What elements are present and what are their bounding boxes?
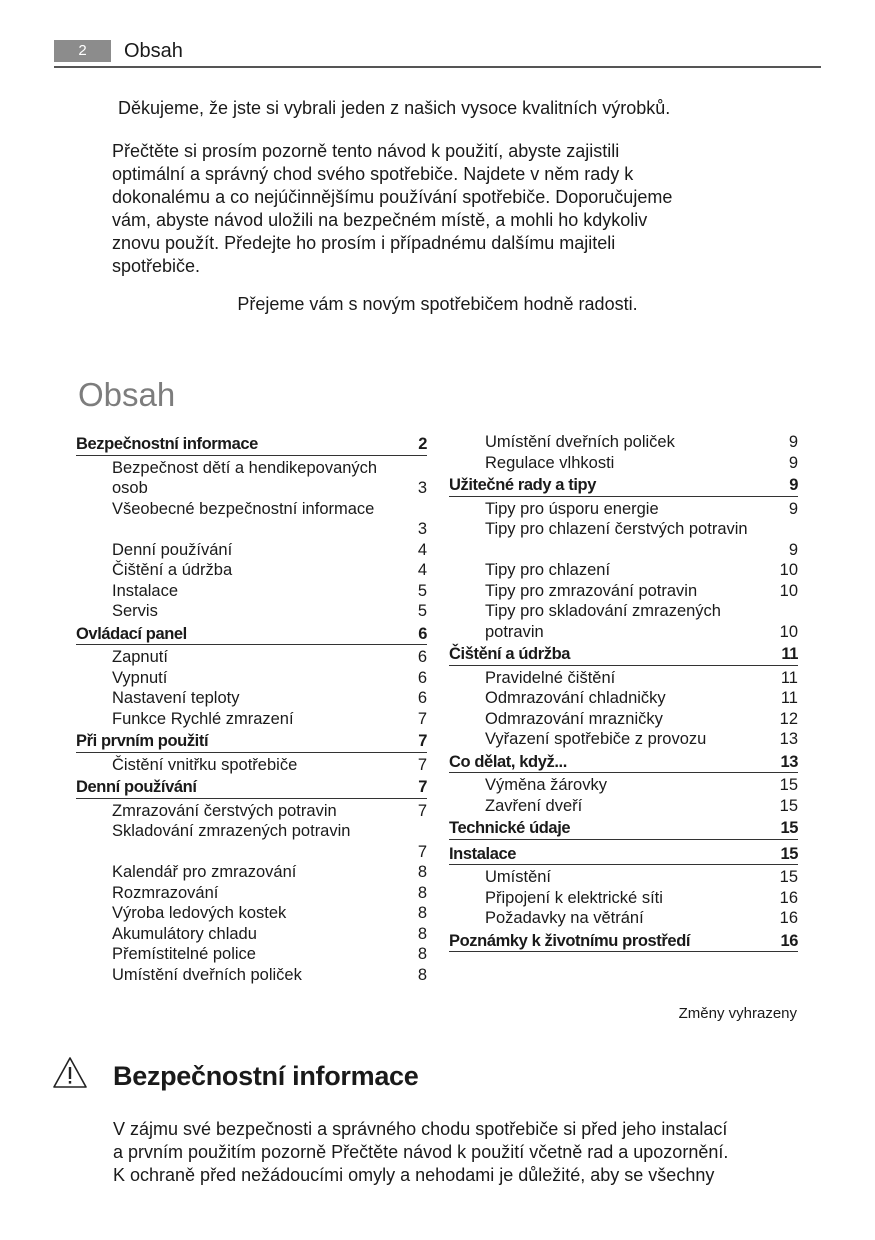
toc-section[interactable]: [76, 775, 427, 799]
toc-entry-page: 3: [417, 479, 427, 497]
intro-line: dokonalému a co nejúčinnějšímu používání spotřebiče. Doporučujeme: [112, 187, 673, 207]
toc-section[interactable]: [76, 432, 427, 456]
toc-entry-page: 15: [779, 776, 798, 794]
toc-entry-page: 7: [417, 755, 427, 774]
toc-section[interactable]: [76, 729, 427, 753]
page-header: [54, 38, 821, 68]
toc-entry-title: Rozmrazování: [112, 883, 219, 902]
toc-entry[interactable]: [76, 883, 427, 904]
intro-line: vám, abyste návod uložili na bezpečném místě, a mohli ho kdykoliv: [112, 210, 648, 230]
toc-entry-page: 15: [780, 819, 798, 837]
toc-entry-title: Pravidelné čištění: [485, 668, 616, 687]
safety-title: Bezpečnostní informace: [113, 1061, 419, 1091]
toc-entry-title: Bezpečnost dětí a hendikepovaných osob: [112, 458, 378, 497]
toc-entry[interactable]: [449, 581, 798, 602]
toc-entry[interactable]: [449, 453, 798, 474]
toc-entry-page: 6: [417, 648, 427, 666]
toc-entry[interactable]: [449, 560, 798, 581]
intro-thanks-text: Děkujeme, že jste si vybrali jeden z našich vysoce kvalitních výrobků.: [118, 98, 671, 118]
toc-entry-page: 9: [789, 476, 798, 494]
toc-entry-title: Tipy pro chlazení: [485, 561, 611, 579]
toc-entry[interactable]: [76, 801, 427, 822]
toc-entry-title: Poznámky k životnímu prostředí: [449, 931, 691, 950]
toc-entry[interactable]: [76, 944, 427, 965]
toc-entry[interactable]: [76, 709, 427, 730]
toc-entry-page: 15: [779, 796, 798, 815]
toc-entry[interactable]: [449, 888, 798, 909]
toc-entry-title: Výroba ledových kostek: [112, 904, 287, 922]
toc-entry-title: Připojení k elektrické síti: [485, 888, 663, 907]
toc-entry-title: Požadavky na větrání: [485, 909, 644, 927]
toc-section[interactable]: [449, 750, 798, 774]
toc-entry-page: 5: [417, 581, 427, 600]
toc-entry[interactable]: [449, 908, 798, 929]
toc-entry-page: 7: [417, 842, 427, 861]
toc-entry[interactable]: [76, 862, 427, 883]
toc-entry[interactable]: [76, 821, 427, 862]
intro-line: spotřebiče.: [112, 256, 201, 276]
toc-entry[interactable]: [449, 432, 798, 453]
toc-entry[interactable]: [76, 688, 427, 709]
toc-entry-title: Tipy pro zmrazování potravin: [485, 581, 698, 600]
toc-entry-page: 7: [417, 709, 427, 728]
toc-entry[interactable]: [76, 668, 427, 689]
intro-thanks: [118, 97, 808, 120]
toc-entry-page: 12: [779, 709, 798, 728]
toc-entry-page: 4: [417, 540, 427, 559]
toc-entry-title: Instalace: [449, 844, 517, 863]
safety-line: a prvním použitím pozorně Přečtěte návod k použití včetně rad a upozornění.: [113, 1142, 729, 1162]
toc-entry[interactable]: [449, 729, 798, 750]
toc-entry-title: Tipy pro chlazení čerstvých potravin: [485, 520, 748, 538]
toc-entry-page: 5: [417, 602, 427, 620]
toc-entry-title: Užitečné rady a tipy: [449, 476, 596, 494]
toc-entry-page: 10: [779, 581, 798, 600]
toc-entry-page: 9: [788, 499, 798, 518]
toc-entry-page: 2: [418, 435, 427, 453]
toc-entry-page: 16: [779, 888, 798, 907]
toc-entry-title: Čistění vnitřku spotřebiče: [112, 755, 298, 774]
toc-entry[interactable]: [76, 903, 427, 924]
toc-entry-title: Výměna žárovky: [485, 776, 607, 794]
toc-entry[interactable]: [449, 519, 798, 560]
toc-entry[interactable]: [449, 499, 798, 520]
toc-entry-title: Umístění dveřních poliček: [485, 433, 675, 451]
toc-entry[interactable]: [76, 458, 427, 499]
toc-entry-title: Instalace: [112, 581, 179, 600]
toc-entry-page: 9: [788, 453, 798, 472]
warning-triangle-icon: [52, 1056, 88, 1090]
toc-entry-title: Skladování zmrazených potravin: [112, 822, 351, 840]
toc-section[interactable]: [449, 816, 798, 840]
toc-entry[interactable]: [76, 499, 427, 540]
toc-entry-page: 6: [418, 624, 427, 643]
toc-entry-title: Technické údaje: [449, 819, 571, 837]
intro-line: znovu použít. Předejte ho prosím i případnému dalšímu majiteli: [112, 233, 616, 253]
toc-heading: Obsah: [78, 376, 176, 413]
toc-entry-title: Všeobecné bezpečnostní informace: [112, 499, 375, 518]
toc-entry-page: 13: [780, 752, 798, 771]
intro-line: optimální a správný chod svého spotřebiče. Najdete v něm rady k: [112, 164, 634, 184]
toc-entry[interactable]: [76, 581, 427, 602]
toc-entry-page: 7: [418, 732, 427, 750]
safety-line: K ochraně před nežádoucími omyly a nehodami je důležité, aby se všechny: [113, 1165, 715, 1185]
toc-entry-title: Co dělat, když...: [449, 752, 567, 771]
toc-entry-title: Denní používání: [112, 540, 233, 559]
toc-left-column: [76, 432, 427, 985]
toc-section[interactable]: [449, 929, 798, 953]
toc-entry-page: 9: [788, 433, 798, 451]
toc-entry-page: 3: [417, 520, 427, 538]
toc-entry-title: Při prvním použití: [76, 732, 209, 750]
toc-entry[interactable]: [449, 867, 798, 888]
toc-entry-title: Odmrazování chladničky: [485, 689, 666, 707]
toc-entry[interactable]: [449, 796, 798, 817]
toc-entry[interactable]: [449, 668, 798, 689]
toc-entry-title: Denní používání: [76, 778, 197, 796]
toc-entry-title: Kalendář pro zmrazování: [112, 863, 297, 881]
toc-entry-page: 11: [780, 668, 798, 687]
toc-entry-page: 8: [417, 883, 427, 902]
toc-entry-title: Tipy pro skladování zmrazených potravin: [485, 602, 721, 641]
toc-entry[interactable]: [76, 924, 427, 945]
intro-line: Přečtěte si prosím pozorně tento návod k použití, abyste zajistili: [112, 141, 620, 161]
toc-entry-page: 11: [781, 645, 798, 663]
toc-entry-page: 15: [779, 868, 798, 886]
toc-entry-title: Čištění a údržba: [112, 561, 233, 579]
toc-entry-page: 4: [417, 561, 427, 579]
toc-entry-title: Ovládací panel: [76, 624, 187, 643]
toc-section[interactable]: [449, 842, 798, 866]
toc-entry-page: 13: [779, 730, 798, 748]
toc-entry-title: Zmrazování čerstvých potravin: [112, 801, 337, 820]
toc-entry[interactable]: [449, 709, 798, 730]
toc-entry-title: Čištění a údržba: [449, 645, 571, 663]
toc-section[interactable]: [449, 642, 798, 666]
toc-entry[interactable]: [76, 647, 427, 668]
toc-entry-title: Nastavení teploty: [112, 689, 240, 707]
toc-entry[interactable]: [76, 540, 427, 561]
toc-entry-page: 16: [780, 931, 798, 950]
toc-entry-page: 6: [417, 668, 427, 687]
toc-entry-title: Odmrazování mrazničky: [485, 709, 663, 728]
toc-entry-page: 10: [779, 622, 798, 641]
toc-entry-page: 11: [780, 689, 798, 707]
toc-entry[interactable]: [76, 560, 427, 581]
toc-entry-title: Umístění: [485, 868, 552, 886]
toc-entry-title: Zapnutí: [112, 648, 168, 666]
safety-line: V zájmu své bezpečnosti a správného chodu spotřebiče si před jeho instalací: [113, 1119, 728, 1139]
toc-entry-page: 8: [417, 863, 427, 881]
toc-entry-page: 8: [417, 965, 427, 984]
toc-entry[interactable]: [76, 755, 427, 776]
toc-section[interactable]: [449, 473, 798, 497]
header-title: Obsah: [124, 40, 183, 62]
toc-entry-title: Funkce Rychlé zmrazení: [112, 709, 294, 728]
page-number: 2: [54, 40, 111, 62]
toc-right-column: [449, 432, 798, 954]
changes-note: Změny vyhrazeny: [678, 1005, 797, 1022]
toc-entry[interactable]: [449, 601, 798, 642]
toc-entry-title: Tipy pro úsporu energie: [485, 499, 659, 518]
toc-entry-title: Servis: [112, 602, 158, 620]
toc-entry-title: Vyřazení spotřebiče z provozu: [485, 730, 707, 748]
toc-entry[interactable]: [76, 965, 427, 986]
toc-entry-page: 8: [417, 924, 427, 943]
intro-read: [112, 140, 802, 278]
toc-entry-title: Akumulátory chladu: [112, 924, 257, 943]
toc-entry-page: 7: [418, 778, 427, 796]
intro-wish-text: Přejeme vám s novým spotřebičem hodně radosti.: [237, 294, 638, 314]
toc-section[interactable]: [76, 622, 427, 646]
toc-entry[interactable]: [76, 601, 427, 622]
toc-entry-title: Bezpečnostní informace: [76, 435, 258, 453]
toc-entry-page: 10: [779, 561, 798, 579]
toc-entry-title: Vypnutí: [112, 668, 168, 687]
intro-wish: [0, 293, 875, 316]
toc-entry-page: 16: [779, 909, 798, 927]
toc-entry-page: 9: [788, 540, 798, 559]
toc-entry-page: 6: [417, 689, 427, 707]
toc-entry[interactable]: [449, 775, 798, 796]
toc-entry-page: 8: [417, 945, 427, 963]
toc-entry-page: 15: [780, 844, 798, 863]
toc-entry-title: Umístění dveřních poliček: [112, 965, 302, 984]
toc-entry-title: Zavření dveří: [485, 796, 583, 815]
toc-entry-title: Regulace vlhkosti: [485, 453, 615, 472]
toc-entry-page: 8: [417, 904, 427, 922]
toc-entry-title: Přemístitelné police: [112, 945, 256, 963]
safety-text: [113, 1118, 833, 1187]
toc-entry-page: 7: [417, 801, 427, 820]
toc-entry[interactable]: [449, 688, 798, 709]
